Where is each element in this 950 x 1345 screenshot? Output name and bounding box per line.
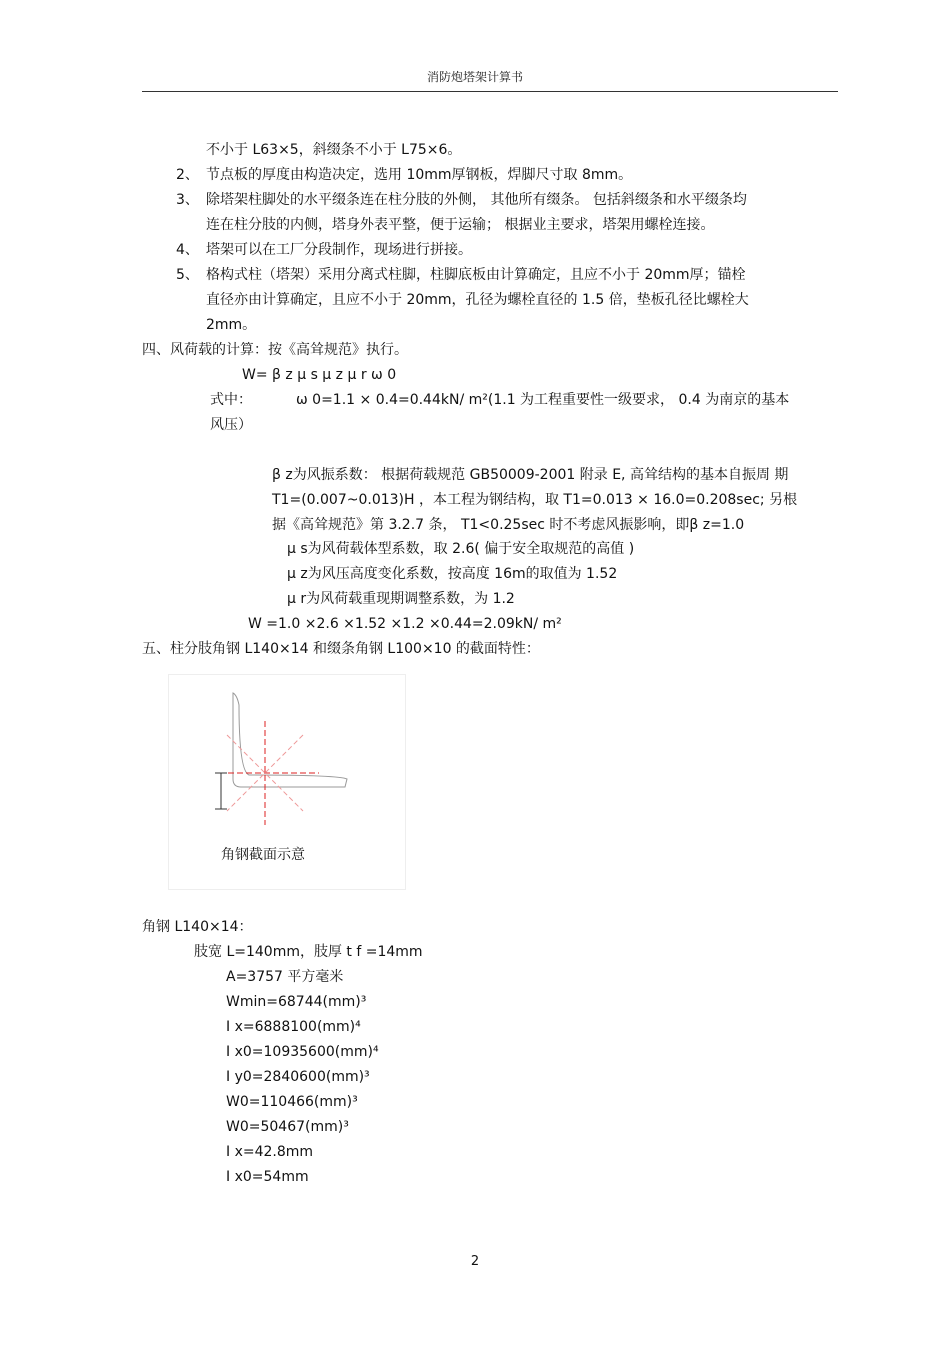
angle-title: 角钢 L140×14： xyxy=(142,919,253,935)
list-continuation: 不小于 L63×5，斜缀条不小于 L75×6。 xyxy=(206,142,462,158)
list-number: 4、 xyxy=(176,242,199,258)
section-heading: 五、柱分肢角钢 L140×14 和缀条角钢 L100×10 的截面特性： xyxy=(142,641,540,657)
section-property: Wmin=68744(mm)³ xyxy=(226,994,367,1010)
mu-text: μ z为风压高度变化系数，按高度 16m的取值为 1.52 xyxy=(287,566,618,582)
figure-caption: 角钢截面示意 xyxy=(221,847,305,863)
mu-text: μ s为风荷载体型系数，取 2.6( 偏于安全取规范的高值 ) xyxy=(287,541,635,557)
page-number: 2 xyxy=(470,1254,480,1269)
formula-definition: ω 0=1.1 × 0.4=0.44kN/ m²(1.1 为工程重要性一级要求， 0.4 为南京的基本 xyxy=(296,392,790,408)
list-number: 2、 xyxy=(176,167,199,183)
section-property: I x=6888100(mm)⁴ xyxy=(226,1019,361,1035)
section-property: W0=50467(mm)³ xyxy=(226,1119,349,1135)
angle-dimensions: 肢宽 L=140mm，肢厚 t f =14mm xyxy=(194,944,423,960)
header-rule xyxy=(142,91,838,92)
section-property: I x=42.8mm xyxy=(226,1144,314,1160)
section-property: I x0=54mm xyxy=(226,1169,309,1185)
list-item-text: 格构式柱（塔架）采用分离式柱脚，柱脚底板由计算确定，且应不小于 20mm厚；锚栓 xyxy=(206,267,746,283)
list-item-text: 除塔架柱脚处的水平缀条连在柱分肢的外侧， 其他所有缀条。 包括斜缀条和水平缀条均 xyxy=(206,192,747,208)
beta-text: β z为风振系数： 根据荷载规范 GB50009-2001 附录 E, 高耸结构的基本自振周 期 xyxy=(272,467,789,483)
list-number: 3、 xyxy=(176,192,199,208)
list-item-text: 连在柱分肢的内侧，塔身外表平整，便于运输； 根据业主要求，塔架用螺栓连接。 xyxy=(206,217,715,233)
list-item-text: 2mm。 xyxy=(206,317,257,333)
formula-label: 式中： xyxy=(210,392,252,408)
list-item-text: 塔架可以在工厂分段制作，现场进行拼接。 xyxy=(206,242,472,258)
beta-text: T1=(0.007~0.013)H ，本工程为钢结构，取 T1=0.013 × 16.0=0.208sec; 另根 xyxy=(272,492,798,508)
mu-text: μ r为风荷载重现期调整系数，为 1.2 xyxy=(287,591,515,607)
section-property: I x0=10935600(mm)⁴ xyxy=(226,1044,379,1060)
section-heading: 四、风荷载的计算：按《高耸规范》执行。 xyxy=(142,342,408,358)
section-property: A=3757 平方毫米 xyxy=(226,969,344,985)
section-property: I y0=2840600(mm)³ xyxy=(226,1069,370,1085)
page-header-title: 消防炮塔架计算书 xyxy=(426,70,523,84)
wind-formula: W= β z μ s μ z μ r ω 0 xyxy=(242,367,397,383)
angle-section-figure xyxy=(168,674,406,890)
list-item-text: 节点板的厚度由构造决定，选用 10mm厚钢板，焊脚尺寸取 8mm。 xyxy=(206,167,633,183)
section-property: W0=110466(mm)³ xyxy=(226,1094,358,1110)
list-item-text: 直径亦由计算确定，且应不小于 20mm，孔径为螺栓直径的 1.5 倍，垫板孔径比螺栓大 xyxy=(206,292,749,308)
wind-result: W =1.0 ×2.6 ×1.52 ×1.2 ×0.44=2.09kN/ m² xyxy=(248,616,562,632)
beta-text: 据《高耸规范》第 3.2.7 条， T1<0.25sec 时不考虑风振影响，即β z=1.0 xyxy=(272,517,745,533)
list-number: 5、 xyxy=(176,267,199,283)
formula-definition-cont: 风压） xyxy=(210,417,252,433)
